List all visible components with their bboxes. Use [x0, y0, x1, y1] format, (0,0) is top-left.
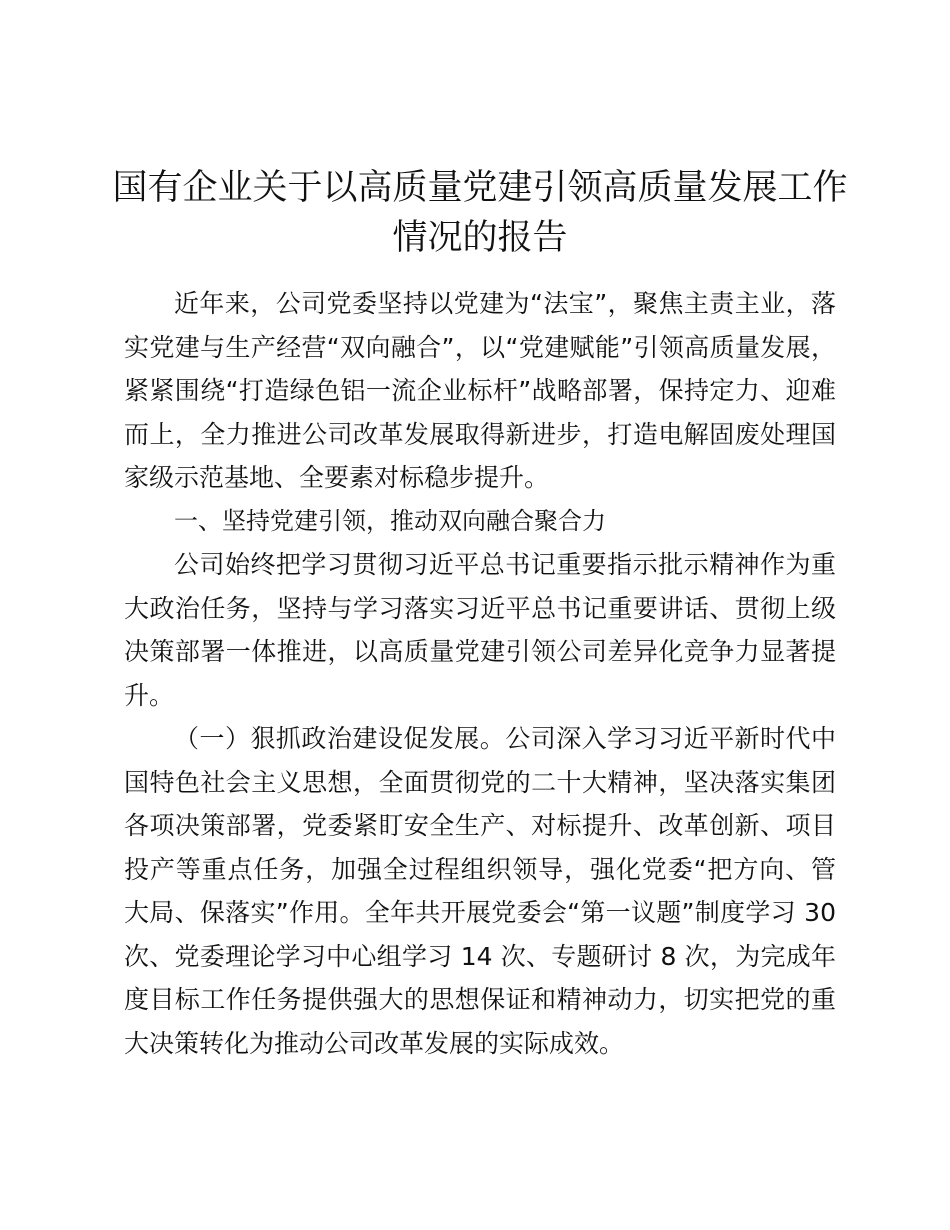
- section-1-paragraph: 公司始终把学习贯彻习近平总书记重要指示批示精神作为重大政治任务，坚持与学习落实习近平总书记重要讲话、贯彻上级决策部署一体推进，以高质量党建引领公司差异化竞争力显著提升。: [124, 550, 836, 710]
- document-title: 国有企业关于以高质量党建引领高质量发展工作情况的报告: [112, 168, 848, 258]
- subsection-1-paragraph: （一）狠抓政治建设促发展。公司深入学习习近平新时代中国特色社会主义思想，全面贯彻党的二十大精神，坚决落实集团各项决策部署，党委紧盯安全生产、对标提升、改革创新、项目投产等重点任务，加强全过程组织领导，强化党委“把方向、管大局、保落实”作用。全年共开展党委会“第一议题”制度学习 30 次、党委理论学习中心组学习 14 次、专题研讨 8 次，为完成年度目标工作任务提供强大的思想保证和精神动力，切实把党的重大决策转化为推动公司改革发展的实际成效。: [124, 724, 836, 1058]
- section-heading-1: 一、坚持党建引领，推动双向融合聚合力: [174, 506, 606, 535]
- intro-paragraph: 近年来，公司党委坚持以党建为“法宝”，聚焦主责主业，落实党建与生产经营“双向融合”，以“党建赋能”引领高质量发展，紧紧围绕“打造绿色铝一流企业标杆”战略部署，保持定力、迎难而上，全力推进公司改革发展取得新进步，打造电解固废处理国家级示范基地、全要素对标稳步提升。: [124, 289, 836, 492]
- document-body: [124, 282, 836, 1065]
